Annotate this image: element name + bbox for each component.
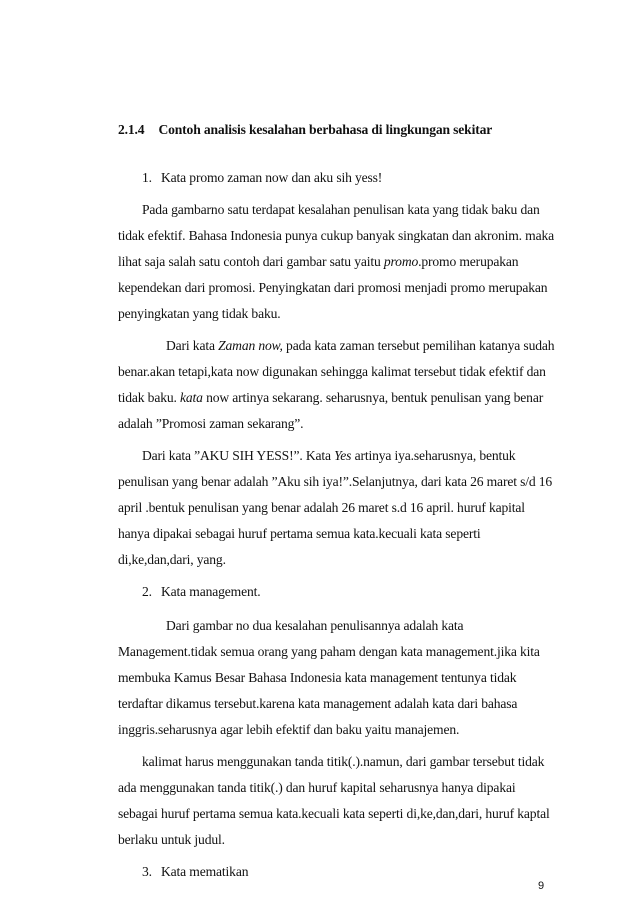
- text-run: lihat saja salah satu contoh dari gambar satu yaitu: [118, 254, 384, 269]
- list-number: 1.: [142, 170, 152, 185]
- paragraph-5-line-3: sebagai huruf pertama semua kata.kecuali kata seperti di,ke,dan,dari, huruf kaptal: [118, 806, 550, 821]
- list-item-2: [142, 584, 261, 600]
- list-item-text: Kata promo zaman now dan aku sih yess!: [161, 170, 383, 185]
- list-number: 3.: [142, 864, 152, 879]
- paragraph-3-line-5: di,ke,dan,dari, yang.: [118, 552, 226, 567]
- paragraph-2-line-2: benar.akan tetapi,kata now digunakan sehingga kalimat tersebut tidak efektif dan: [118, 364, 546, 379]
- paragraph-3-line-2: penulisan yang benar adalah ”Aku sih iya!”.Selanjutnya, dari kata 26 maret s/d 16: [118, 474, 553, 489]
- text-run: artinya iya.seharusnya, bentuk: [351, 448, 516, 463]
- paragraph-5-line-4: berlaku untuk judul.: [118, 832, 225, 847]
- paragraph-4-line-4: terdaftar dikamus tersebut.karena kata management adalah kata dari bahasa: [118, 696, 518, 711]
- list-item-text: Kata management.: [161, 584, 261, 599]
- paragraph-5-line-2: ada menggunakan tanda titik(.) dan huruf kapital seharusnya hanya dipakai: [118, 780, 516, 795]
- paragraph-2-line-4: adalah ”Promosi zaman sekarang”.: [118, 416, 304, 431]
- italic-term: Yes: [334, 448, 352, 463]
- paragraph-3-line-4: hanya dipakai sebagai huruf pertama semua kata.kecuali kata seperti: [118, 526, 481, 541]
- paragraph-1-line-2: tidak efektif. Bahasa Indonesia punya cukup banyak singkatan dan akronim. maka: [118, 228, 554, 243]
- paragraph-4-line-5: inggris.seharusnya agar lebih efektif dan baku yaitu manajemen.: [118, 722, 460, 737]
- list-item-text: Kata mematikan: [161, 864, 249, 879]
- section-title: Contoh analisis kesalahan berbahasa di lingkungan sekitar: [158, 122, 493, 137]
- paragraph-4-line-3: membuka Kamus Besar Bahasa Indonesia kata management tentunya tidak: [118, 670, 517, 685]
- paragraph-1-line-3: [118, 254, 518, 270]
- list-number: 2.: [142, 584, 152, 599]
- italic-term: kata: [180, 390, 203, 405]
- italic-term: promo: [383, 254, 419, 269]
- list-item-3: [142, 864, 248, 880]
- text-run: Dari kata: [166, 338, 219, 353]
- paragraph-4-line-2: Management.tidak semua orang yang paham dengan kata management.jika kita: [118, 644, 540, 659]
- text-run: .promo merupakan: [418, 254, 519, 269]
- paragraph-1-line-5: penyingkatan yang tidak baku.: [118, 306, 281, 321]
- italic-term: Zaman now,: [218, 338, 283, 353]
- text-run: pada kata zaman tersebut pemilihan katanya sudah: [282, 338, 555, 353]
- paragraph-3-line-1: [142, 448, 515, 464]
- text-run: Dari kata ”AKU SIH YESS!”. Kata: [142, 448, 335, 463]
- text-run: now artinya sekarang. seharusnya, bentuk penulisan yang benar: [202, 390, 544, 405]
- page-number: 9: [538, 880, 545, 892]
- paragraph-2-line-1: [166, 338, 554, 354]
- list-item-1: [142, 170, 382, 186]
- paragraph-2-line-3: [118, 390, 543, 406]
- section-heading: [118, 122, 492, 138]
- paragraph-4-line-1: Dari gambar no dua kesalahan penulisannya adalah kata: [166, 618, 464, 633]
- paragraph-1-line-1: Pada gambarno satu terdapat kesalahan penulisan kata yang tidak baku dan: [142, 202, 540, 217]
- section-number: 2.1.4: [118, 122, 145, 137]
- paragraph-3-line-3: april .bentuk penulisan yang benar adalah 26 maret s.d 16 april. huruf kapital: [118, 500, 525, 515]
- paragraph-1-line-4: kependekan dari promosi. Penyingkatan dari promosi menjadi promo merupakan: [118, 280, 548, 295]
- text-run: tidak baku.: [118, 390, 181, 405]
- paragraph-5-line-1: kalimat harus menggunakan tanda titik(.).namun, dari gambar tersebut tidak: [142, 754, 545, 769]
